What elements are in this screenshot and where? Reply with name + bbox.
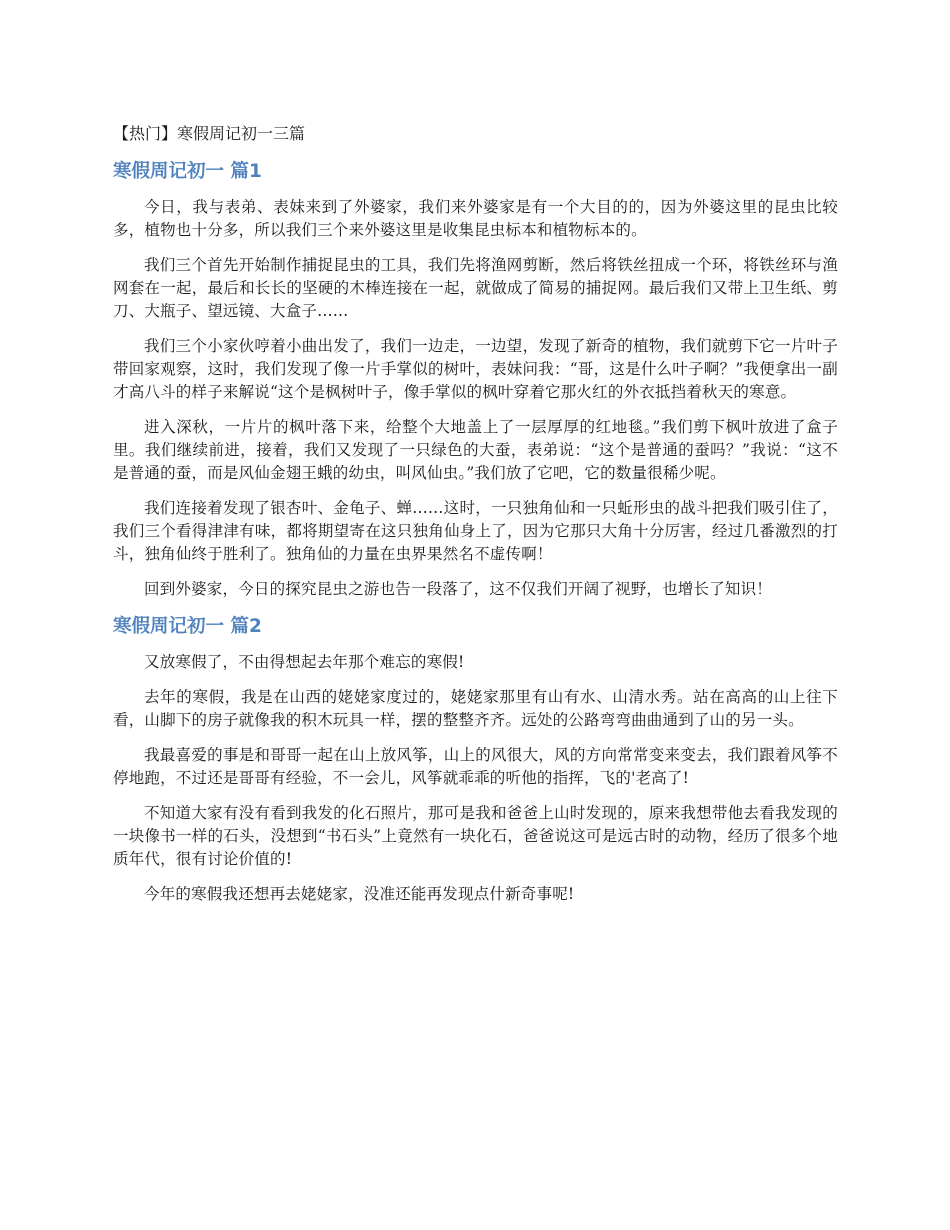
document-page <box>113 122 838 918</box>
paragraph: 我们三个小家伙哼着小曲出发了，我们一边走，一边望，发现了新奇的植物，我们就剪下它一片叶子带回家观察，这时，我们发现了像一片手掌似的树叶，表妹问我：“哥，这是什么叶子啊？”我便拿出一副才高八斗的样子来解说“这个是枫树叶子，像手掌似的枫叶穿着它那火红的外衣抵挡着秋天的寒意。 <box>113 337 838 401</box>
paragraph: 进入深秋，一片片的枫叶落下来，给整个大地盖上了一层厚厚的红地毯。”我们剪下枫叶放进了盒子里。我们继续前进，接着，我们又发现了一只绿色的大蚕，表弟说：“这个是普通的蚕吗？”我说：“这不是普通的蚕，而是风仙金翅王蛾的幼虫，叫风仙虫。”我们放了它吧，它的数量很稀少呢。 <box>113 418 838 482</box>
paragraph: 我们连接着发现了银杏叶、金龟子、蝉……这时，一只独角仙和一只蚯形虫的战斗把我们吸引住了，我们三个看得津津有味，都将期望寄在这只独角仙身上了，因为它那只大角十分厉害，经过几番激烈的打斗，独角仙终于胜利了。独角仙的力量在虫界果然名不虚传啊！ <box>113 499 838 563</box>
paragraph: 我最喜爱的事是和哥哥一起在山上放风筝，山上的风很大，风的方向常常变来变去，我们跟着风筝不停地跑，不过还是哥哥有经验，不一会儿，风筝就乖乖的听他的指挥，飞的'老高了! <box>113 746 838 787</box>
paragraph: 今年的寒假我还想再去姥姥家，没准还能再发现点什新奇事呢! <box>144 885 575 903</box>
section-heading: 寒假周记初一 篇2 <box>113 616 262 637</box>
document-title: 【热门】寒假周记初一三篇 <box>113 124 306 143</box>
paragraph: 我们三个首先开始制作捕捉昆虫的工具，我们先将渔网剪断，然后将铁丝扭成一个环，将铁丝环与渔网套在一起，最后和长长的坚硬的木棒连接在一起，就做成了简易的捕捉网。最后我们又带上卫生纸、剪刀、大瓶子、望远镜、大盒子…… <box>113 256 838 320</box>
section-1 <box>113 158 838 601</box>
paragraph: 今日，我与表弟、表妹来到了外婆家，我们来外婆家是有一个大目的的，因为外婆这里的昆虫比较多，植物也十分多，所以我们三个来外婆这里是收集昆虫标本和植物标本的。 <box>113 198 838 239</box>
paragraph: 回到外婆家，今日的探究昆虫之游也告一段落了，这不仅我们开阔了视野，也增长了知识！ <box>144 580 773 598</box>
paragraph: 不知道大家有没有看到我发的化石照片，那可是我和爸爸上山时发现的，原来我想带他去看我发现的一块像书一样的石头，没想到“书石头”上竟然有一块化石，爸爸说这可是远古时的动物，经历了很多个地质年代，很有讨论价值的! <box>113 804 838 868</box>
paragraph: 又放寒假了，不由得想起去年那个难忘的寒假! <box>144 653 465 671</box>
paragraph: 去年的寒假，我是在山西的姥姥家度过的，姥姥家那里有山有水、山清水秀。站在高高的山上往下看，山脚下的房子就像我的积木玩具一样，摆的整整齐齐。远处的公路弯弯曲曲通到了山的另一头。 <box>113 688 838 729</box>
section-2 <box>113 613 838 906</box>
section-heading: 寒假周记初一 篇1 <box>113 161 262 182</box>
